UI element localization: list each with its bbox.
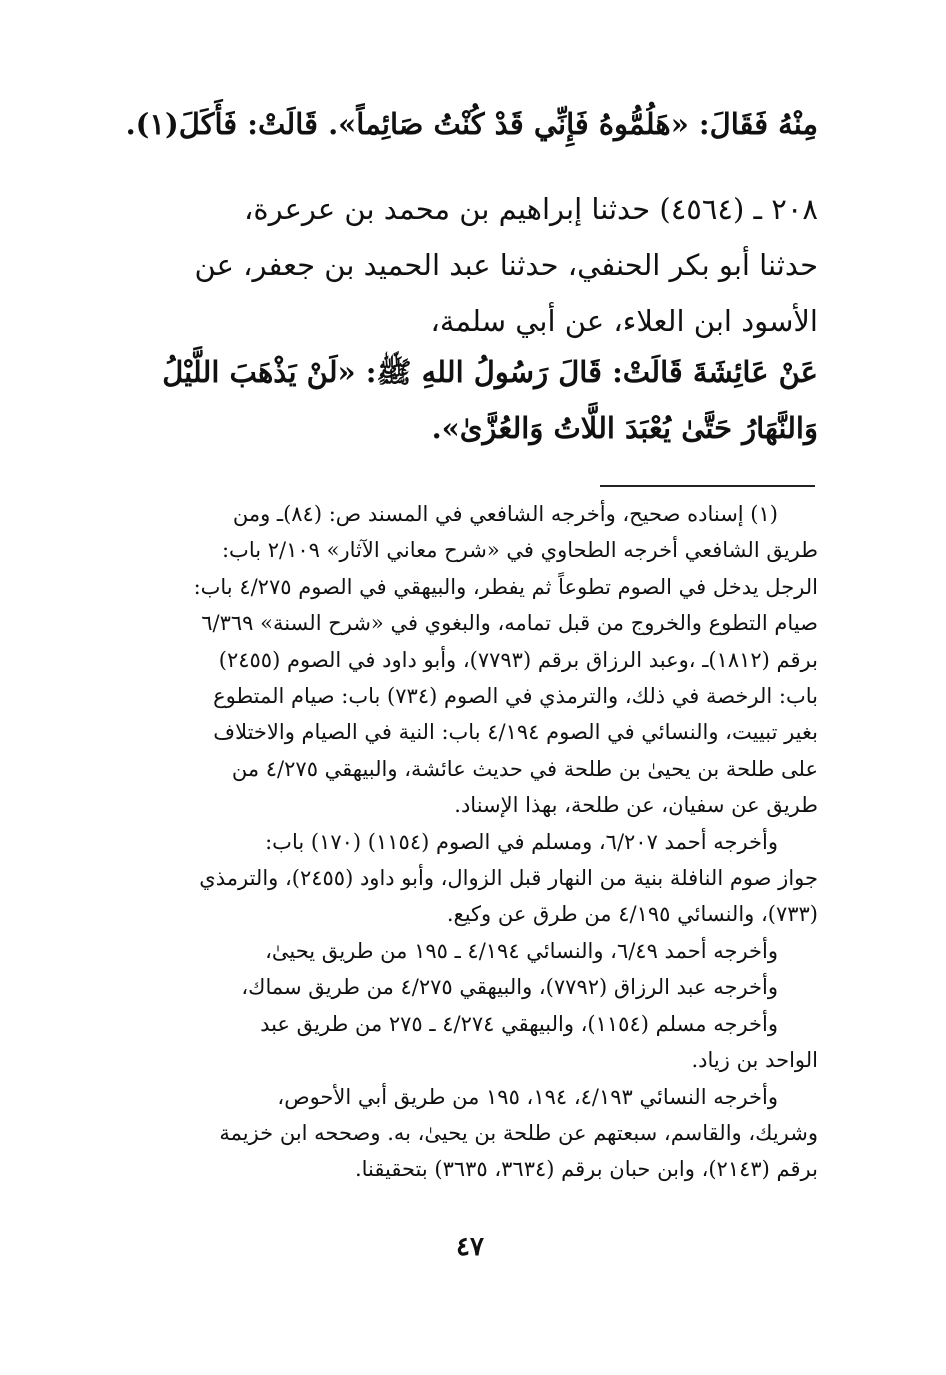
footnote-line: وأخرجه النسائي ٤/١٩٣، ١٩٤، ١٩٥ من طريق أبي الأحوص، bbox=[277, 1084, 778, 1109]
footnote-line: جواز صوم النافلة بنية من النهار قبل الزوال، وأبو داود (٢٤٥٥)، والترمذي bbox=[199, 866, 818, 891]
footnote-line: بغير تبييت، والنسائي في الصوم ٤/١٩٤ باب: النية في الصيام والاختلاف bbox=[213, 720, 818, 745]
footnote-line: وأخرجه أحمد ٦/٢٠٧، ومسلم في الصوم (١١٥٤) (١٧٠) باب: bbox=[265, 829, 778, 854]
footnote-line: وأخرجه أحمد ٦/٤٩، والنسائي ٤/١٩٤ ـ ١٩٥ من طريق يحيىٰ، bbox=[265, 938, 778, 963]
footnotes bbox=[118, 496, 818, 1188]
main-text-paragraph-1 bbox=[118, 96, 818, 152]
footnote-line: باب: الرخصة في ذلك، والترمذي في الصوم (٧٣٤) باب: صيام المتطوع bbox=[213, 684, 818, 709]
footnote-line: على طلحة بن يحيىٰ بن طلحة في حديث عائشة، والبيهقي ٤/٢٧٥ من bbox=[231, 756, 818, 781]
main-line: مِنْهُ فَقَالَ: «هَلُمُّوهُ فَإِنِّي قَدْ كُنْتُ صَائِماً». قَالَتْ: فَأَكَلَ(١). bbox=[125, 107, 818, 141]
footnote-line: (١) إسناده صحيح، وأخرجه الشافعي في المسند ص: (٨٤)ـ ومن bbox=[232, 502, 778, 526]
main-line: حدثنا أبو بكر الحنفي، حدثنا عبد الحميد بن جعفر، عن bbox=[194, 248, 818, 282]
main-line: الأسود ابن العلاء، عن أبي سلمة، bbox=[430, 304, 818, 338]
main-text-paragraph-2 bbox=[118, 181, 818, 349]
footnote-line: برقم (١٨١٢)ـ ،وعبد الرزاق برقم (٧٧٩٣)، وأبو داود في الصوم (٢٤٥٥) bbox=[218, 647, 818, 672]
footnote-line: (٧٣٣)، والنسائي ٤/١٩٥ من طرق عن وكيع. bbox=[446, 902, 818, 927]
page-number: ٤٧ bbox=[456, 1232, 484, 1262]
main-text-paragraph-3 bbox=[118, 344, 818, 456]
footnote-line: برقم (٢١٤٣)، وابن حبان برقم (٣٦٣٤، ٣٦٣٥) بتحقيقنا. bbox=[354, 1157, 818, 1182]
footnote-line: وأخرجه مسلم (١١٥٤)، والبيهقي ٤/٢٧٤ ـ ٢٧٥ من طريق عبد bbox=[260, 1011, 778, 1036]
footnote-line: وأخرجه عبد الرزاق (٧٧٩٢)، والبيهقي ٤/٢٧٥ من طريق سماك، bbox=[241, 975, 778, 1000]
footnote-line: طريق عن سفيان، عن طلحة، بهذا الإسناد. bbox=[454, 793, 818, 818]
main-line: عَنْ عَائِشَةَ قَالَتْ: قَالَ رَسُولُ اللهِ ﷺ: «لَنْ يَذْهَبَ اللَّيْلُ bbox=[162, 355, 818, 389]
main-line: ٢٠٨ ـ (٤٥٦٤) حدثنا إبراهيم بن محمد بن عرعرة، bbox=[244, 192, 818, 226]
footnote-line: الواحد بن زياد. bbox=[691, 1048, 818, 1073]
footnote-line: صيام التطوع والخروج من قبل تمامه، والبغوي في «شرح السنة» ٦/٣٦٩ bbox=[201, 611, 818, 636]
footnote-line: وشريك، والقاسم، سبعتهم عن طلحة بن يحيىٰ، به. وصححه ابن خزيمة bbox=[219, 1120, 818, 1145]
footnote-line: طريق الشافعي أخرجه الطحاوي في «شرح معاني الآثار» ٢/١٠٩ باب: bbox=[221, 538, 818, 563]
footnote-line: الرجل يدخل في الصوم تطوعاً ثم يفطر، والبيهقي في الصوم ٤/٢٧٥ باب: bbox=[193, 574, 818, 599]
footnote-separator bbox=[600, 485, 815, 487]
main-line: وَالنَّهَارُ حَتَّىٰ يُعْبَدَ اللَّاتُ وَالعُزَّىٰ». bbox=[431, 411, 818, 445]
